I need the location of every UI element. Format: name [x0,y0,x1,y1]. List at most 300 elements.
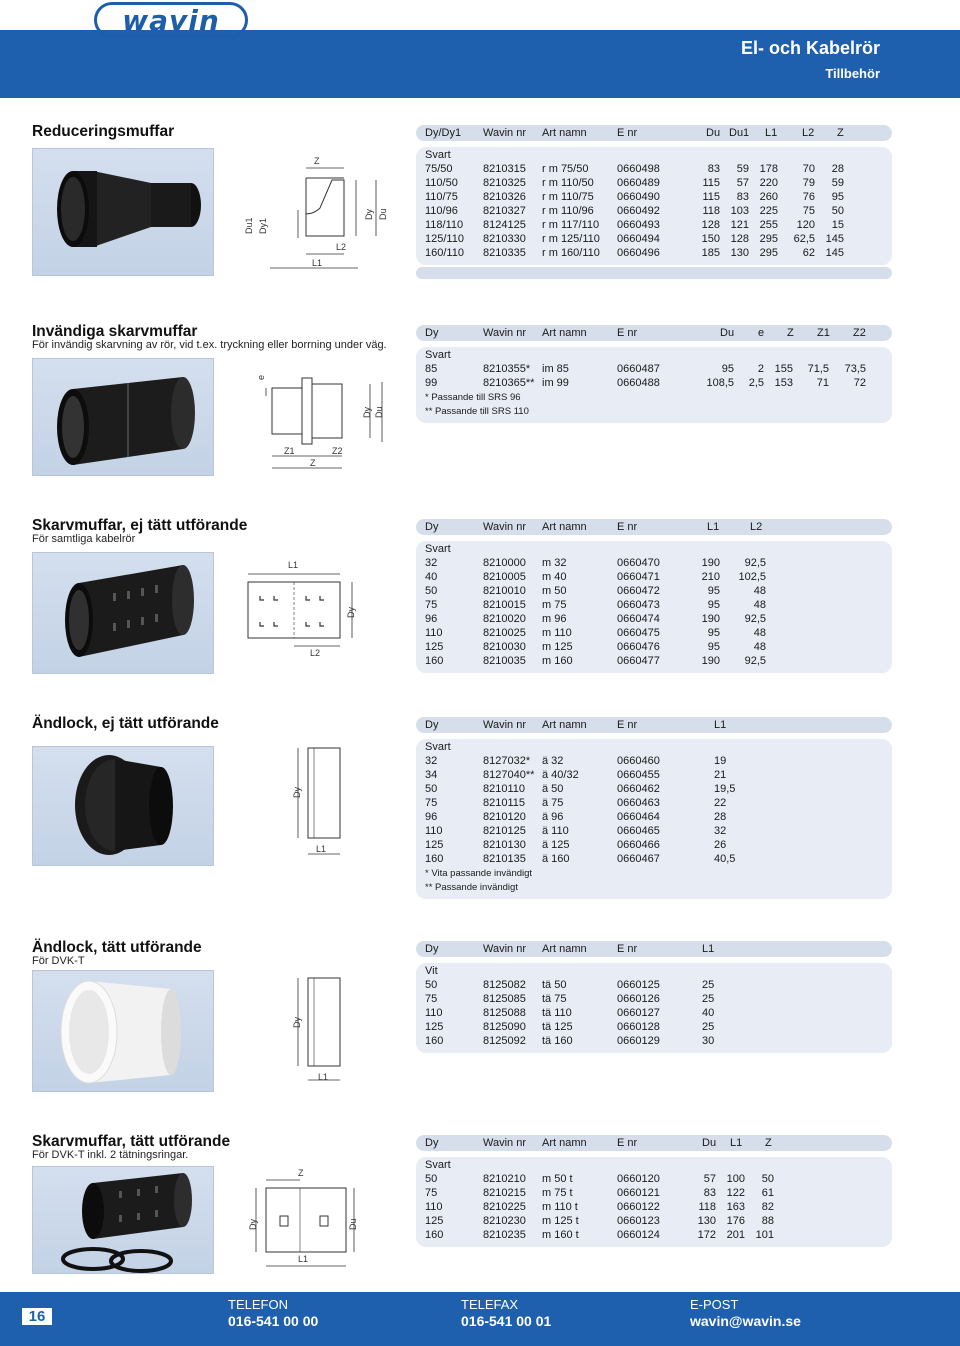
table-cell: 128 [701,219,720,231]
table-cell: 122 [726,1187,745,1199]
table-cell: 8210030 [483,641,526,653]
table-row [416,811,892,825]
table-cell: 0660124 [617,1229,660,1241]
table-cell: m 40 [542,571,567,583]
table-cell: 125 [425,839,444,851]
table-cell: 15 [831,219,844,231]
group-label: Svart [425,1159,451,1171]
table-cell: 62,5 [793,233,815,245]
section-title-skarv-tatt: Skarvmuffar, tätt utförande [32,1133,231,1150]
table-cell: r m 110/50 [542,177,594,189]
table-cell: 160 [425,655,444,667]
table-reducering [416,125,892,279]
table-row [416,247,892,261]
table-cell: 83 [736,191,749,203]
table-cell: 190 [701,655,720,667]
table-cell: ä 50 [542,783,564,795]
table-row [416,797,892,811]
table-cell: 225 [759,205,778,217]
table-cell: 100 [726,1173,745,1185]
table-cell: 99 [425,377,438,389]
table-row [416,769,892,783]
table-row [416,853,892,867]
table-cell: 8210015 [483,599,526,611]
table-row [416,571,892,585]
table-cell: 110/50 [425,177,458,189]
table-cell: 0660496 [617,247,660,259]
table-cell: 8125082 [483,979,526,991]
table-body [416,147,892,265]
table-body [416,963,892,1053]
table-row [416,377,892,391]
table-cell: 50 [425,1173,438,1185]
table-cell: 108,5 [706,377,734,389]
section-title-reducering: Reduceringsmuffar [32,123,175,140]
table-cell: 8210130 [483,839,526,851]
table-row [416,363,892,377]
table-cell: m 160 [542,655,573,667]
table-cell: 19,5 [714,783,736,795]
table-header: Dy Wavin nr Art namn E nr L1 [416,941,892,957]
table-cell: 8210110 [483,783,526,795]
table-cell: 0660123 [617,1215,660,1227]
table-cell: ä 40/32 [542,769,579,781]
table-cell: 71 [816,377,829,389]
table-header: Dy Wavin nr Art namn E nr L1 [416,717,892,733]
label-e: e [256,374,266,380]
table-cell: 8125088 [483,1007,526,1019]
section-title-invandiga: Invändiga skarvmuffar [32,323,198,340]
table-cell: ä 32 [542,755,564,767]
table-cell: r m 125/110 [542,233,600,245]
table-cell: 121 [730,219,749,231]
table-cell: m 32 [542,557,567,569]
table-cell: 0660470 [617,557,660,569]
table-row [416,993,892,1007]
table-cell: 8210325 [483,177,526,189]
table-cell: 210 [701,571,720,583]
table-cell: 145 [825,233,844,245]
label-l1: L1 [288,560,299,570]
table-cell: 163 [726,1201,745,1213]
table-body [416,541,892,673]
label-dy: Dy [292,1017,302,1028]
table-row [416,163,892,177]
table-cell: 8125092 [483,1035,526,1047]
footer-fax-label: TELEFAX [461,1297,519,1312]
section-subtitle-andlock-tatt: För DVK-T [32,955,85,967]
table-cell: 96 [425,811,438,823]
page-number: 16 [22,1308,52,1325]
table-row [416,599,892,613]
table-cell: 110 [425,627,443,639]
label-l1: L1 [312,258,323,268]
section-title-andlock-ej: Ändlock, ej tätt utförande [32,715,219,732]
table-cell: 25 [702,1021,715,1033]
table-cell: 8210327 [483,205,526,217]
label-l1: L1 [316,844,327,854]
table-cell: 70 [802,163,815,175]
table-cell: 0660465 [617,825,660,837]
table-cell: 25 [702,979,715,991]
table-cell: 75 [425,1187,438,1199]
table-cell: 120 [796,219,815,231]
table-note: ** Passande till SRS 110 [425,406,529,417]
table-andlock-ej [416,717,892,899]
table-cell: 0660128 [617,1021,660,1033]
section-title-skarv-ej: Skarvmuffar, ej tätt utförande [32,517,248,534]
table-cell: 50 [831,205,844,217]
table-row [416,1201,892,1215]
table-cell: 95 [707,627,720,639]
section-subtitle-invandiga: För invändig skarvning av rör, vid t.ex. tryckning eller borrning under väg. [32,339,387,351]
table-cell: 0660477 [617,655,660,667]
table-row [416,1215,892,1229]
table-row [416,755,892,769]
table-cell: 0660471 [617,571,660,583]
table-row [416,219,892,233]
footer-phone: 016-541 00 00 [228,1313,319,1329]
table-cell: tä 50 [542,979,567,991]
table-cell: 115 [702,191,720,203]
table-cell: 75 [425,993,438,1005]
label-z: Z [310,458,316,468]
label-z: Z [298,1168,304,1178]
table-row [416,1173,892,1187]
table-cell: r m 117/110 [542,219,600,231]
table-cell: 0660129 [617,1035,660,1047]
label-du: Du [378,208,388,220]
table-cell: 0660466 [617,839,660,851]
label-l2: L2 [310,648,321,658]
table-cell: m 110 [542,627,572,639]
table-cell: 19 [714,755,727,767]
table-cell: 110 [425,1201,443,1213]
table-cell: tä 160 [542,1035,573,1047]
table-header: Dy Wavin nr Art namn E nr L1 L2 [416,519,892,535]
label-dy: Dy [362,407,372,418]
table-cell: 40,5 [714,853,736,865]
table-cell: 8210330 [483,233,526,245]
table-cell: 8210230 [483,1215,526,1227]
product-photo-skarv-tatt [32,1166,214,1274]
table-cell: 0660490 [617,191,660,203]
table-cell: m 75 [542,599,567,611]
table-cell: ä 125 [542,839,570,851]
table-cell: 83 [703,1187,716,1199]
table-cell: 172 [697,1229,716,1241]
table-cell: 160 [425,1229,444,1241]
table-cell: 153 [774,377,793,389]
table-cell: 95 [707,599,720,611]
table-row [416,825,892,839]
table-cell: 0660462 [617,783,660,795]
section-subtitle-skarv-tatt: För DVK-T inkl. 2 tätningsringar. [32,1149,189,1161]
table-cell: 8210326 [483,191,526,203]
table-cell: 96 [425,613,438,625]
table-row [416,233,892,247]
table-cell: 82 [761,1201,774,1213]
table-cell: 28 [831,163,844,175]
table-cell: ä 96 [542,811,564,823]
table-cell: 57 [703,1173,716,1185]
group-label: Svart [425,543,451,555]
table-cell: 0660492 [617,205,660,217]
table-row [416,177,892,191]
table-cell: 8210025 [483,627,526,639]
table-cell: 8210315 [483,163,526,175]
table-cell: 8210020 [483,613,526,625]
table-cell: 48 [753,627,766,639]
table-cell: 190 [701,613,720,625]
table-cell: 30 [702,1035,715,1047]
table-row [416,191,892,205]
table-cell: 110 [425,825,443,837]
table-cell: 190 [701,557,720,569]
table-cell: 160 [425,1035,444,1047]
table-cell: m 50 t [542,1173,573,1185]
table-cell: 0660472 [617,585,660,597]
table-cell: 110/96 [425,205,458,217]
label-dy: Dy [292,787,302,798]
label-du: Du [348,1218,358,1230]
table-cell: 2 [757,363,764,375]
table-cell: 59 [831,177,844,189]
table-note: * Vita passande invändigt [425,868,533,879]
table-cell: 0660488 [617,377,660,389]
wavin-logo [94,2,248,38]
table-cell: 48 [753,641,766,653]
table-cell: tä 75 [542,993,567,1005]
table-cell: 8125085 [483,993,526,1005]
table-cell: m 125 t [542,1215,579,1227]
table-cell: 8210365** [483,377,535,389]
table-cell: 0660489 [617,177,660,189]
table-row [416,627,892,641]
label-du: Du [374,406,384,418]
table-cell: 0660126 [617,993,660,1005]
table-cell: 8210225 [483,1201,526,1213]
table-cell: 25 [702,993,715,1005]
table-cell: 59 [736,163,749,175]
table-row [416,783,892,797]
table-cell: 48 [753,599,766,611]
table-cell: r m 110/96 [542,205,594,217]
table-cell: 0660455 [617,769,660,781]
table-cell: 0660122 [617,1201,660,1213]
table-cell: 0660467 [617,853,660,865]
footer-phone-label: TELEFON [228,1297,288,1312]
table-cell: m 75 t [542,1187,573,1199]
table-cell: r m 160/110 [542,247,600,259]
logo-text: wavin [122,3,220,37]
table-body [416,739,892,899]
table-cell: 48 [753,585,766,597]
table-cell: 2,5 [748,377,764,389]
footer-email: wavin@wavin.se [690,1313,801,1329]
table-cell: 118 [698,1201,716,1213]
table-cell: 150 [701,233,720,245]
table-row [416,979,892,993]
table-cell: 32 [714,825,727,837]
table-cell: 130 [697,1215,716,1227]
table-cell: 8124125 [483,219,526,231]
table-invandiga [416,325,892,423]
footer-email-label: E-POST [690,1297,739,1312]
table-cell: 95 [721,363,734,375]
drawing-andlock-ej [284,742,344,864]
table-body [416,347,892,423]
label-dy: Dy [364,209,374,220]
table-body [416,1157,892,1247]
table-cell: 32 [425,755,438,767]
table-row [416,1187,892,1201]
table-cell: 110/75 [425,191,458,203]
table-cell: 75 [425,599,438,611]
table-row [416,1229,892,1243]
table-header: Dy Wavin nr Art namn E nr Du L1 Z [416,1135,892,1151]
table-row [416,585,892,599]
group-label: Svart [425,149,451,161]
group-label: Vit [425,965,438,977]
table-cell: 101 [755,1229,774,1241]
table-cell: 62 [802,247,815,259]
table-cell: ä 160 [542,853,570,865]
table-row [416,1007,892,1021]
product-photo-invandiga [32,358,214,476]
table-cell: 185 [701,247,720,259]
table-cell: 125 [425,641,444,653]
table-cell: 72 [853,377,866,389]
label-z: Z [314,156,320,166]
drawing-skarv-tatt [240,1166,370,1274]
table-cell: 145 [825,247,844,259]
table-andlock-tatt [416,941,892,1053]
table-cell: 0660474 [617,613,660,625]
table-cell: 88 [761,1215,774,1227]
table-row [416,839,892,853]
table-cell: 8210010 [483,585,526,597]
table-cell: 155 [774,363,793,375]
table-cell: ä 110 [542,825,569,837]
table-cell: 92,5 [744,655,766,667]
table-cell: 118 [702,205,720,217]
table-cell: 260 [759,191,778,203]
table-cell: 34 [425,769,438,781]
label-l1: L1 [318,1072,329,1082]
table-row [416,1035,892,1049]
table-cell: 0660487 [617,363,660,375]
table-cell: 50 [761,1173,774,1185]
table-cell: m 160 t [542,1229,579,1241]
table-cell: 8210215 [483,1187,526,1199]
table-cell: 125 [425,1021,444,1033]
label-l1: L1 [298,1254,309,1264]
table-cell: 0660494 [617,233,660,245]
page-subtitle: Tillbehör [825,66,880,81]
table-cell: 92,5 [744,613,766,625]
table-cell: 8210120 [483,811,526,823]
table-cell: 8127040** [483,769,535,781]
table-cell: 40 [425,571,438,583]
table-cell: 0660125 [617,979,660,991]
table-cell: 8210235 [483,1229,526,1241]
table-cell: 0660463 [617,797,660,809]
table-cell: im 99 [542,377,569,389]
table-cell: m 50 [542,585,567,597]
group-label: Svart [425,349,451,361]
table-row [416,557,892,571]
table-cell: 92,5 [744,557,766,569]
table-cell: tä 110 [542,1007,572,1019]
table-cell: 0660493 [617,219,660,231]
table-skarv-tatt [416,1135,892,1247]
table-cell: 128 [730,233,749,245]
section-subtitle-skarv-ej: För samtliga kabelrör [32,533,136,545]
table-cell: 125/110 [425,233,464,245]
table-cell: 22 [714,797,727,809]
table-cell: ä 75 [542,797,564,809]
table-cell: 8210210 [483,1173,526,1185]
label-z2: Z2 [332,446,343,456]
table-cell: 75 [802,205,815,217]
table-cell: 8210005 [483,571,526,583]
table-cell: 110 [425,1007,443,1019]
table-cell: 0660498 [617,163,660,175]
table-cell: 102,5 [738,571,766,583]
table-cell: 220 [759,177,778,189]
table-cell: 8210355* [483,363,531,375]
table-cell: 95 [707,641,720,653]
group-label: Svart [425,741,451,753]
label-dy1: Dy1 [258,217,268,234]
table-cell: 8210135 [483,853,526,865]
table-cell: tä 125 [542,1021,573,1033]
footer-fax: 016-541 00 01 [461,1313,552,1329]
table-cell: 176 [726,1215,745,1227]
table-row [416,655,892,669]
table-cell: 118/110 [425,219,464,231]
table-cell: 40 [702,1007,715,1019]
table-skarv-ej [416,519,892,673]
table-cell: 0660464 [617,811,660,823]
table-cell: 79 [802,177,815,189]
table-cell: 8125090 [483,1021,526,1033]
table-cell: 83 [707,163,720,175]
table-cell: 295 [759,247,778,259]
table-cell: 61 [761,1187,774,1199]
table-cell: 8210115 [483,797,526,809]
product-photo-skarv-ej [32,552,214,674]
table-cell: 125 [425,1215,444,1227]
table-cell: m 125 [542,641,573,653]
table-cell: m 96 [542,613,567,625]
label-dy: Dy [346,607,356,618]
table-row [416,1021,892,1035]
table-cell: 28 [714,811,727,823]
table-cell: 0660121 [617,1187,660,1199]
table-cell: 57 [736,177,749,189]
table-cell: 130 [730,247,749,259]
table-cell: 115 [702,177,720,189]
table-cell: 8210000 [483,557,526,569]
drawing-invandiga [250,362,390,480]
table-cell: 0660475 [617,627,660,639]
table-cell: 103 [730,205,749,217]
label-dy: Dy [248,1219,258,1230]
table-cell: 160 [425,853,444,865]
label-z1: Z1 [284,446,295,456]
